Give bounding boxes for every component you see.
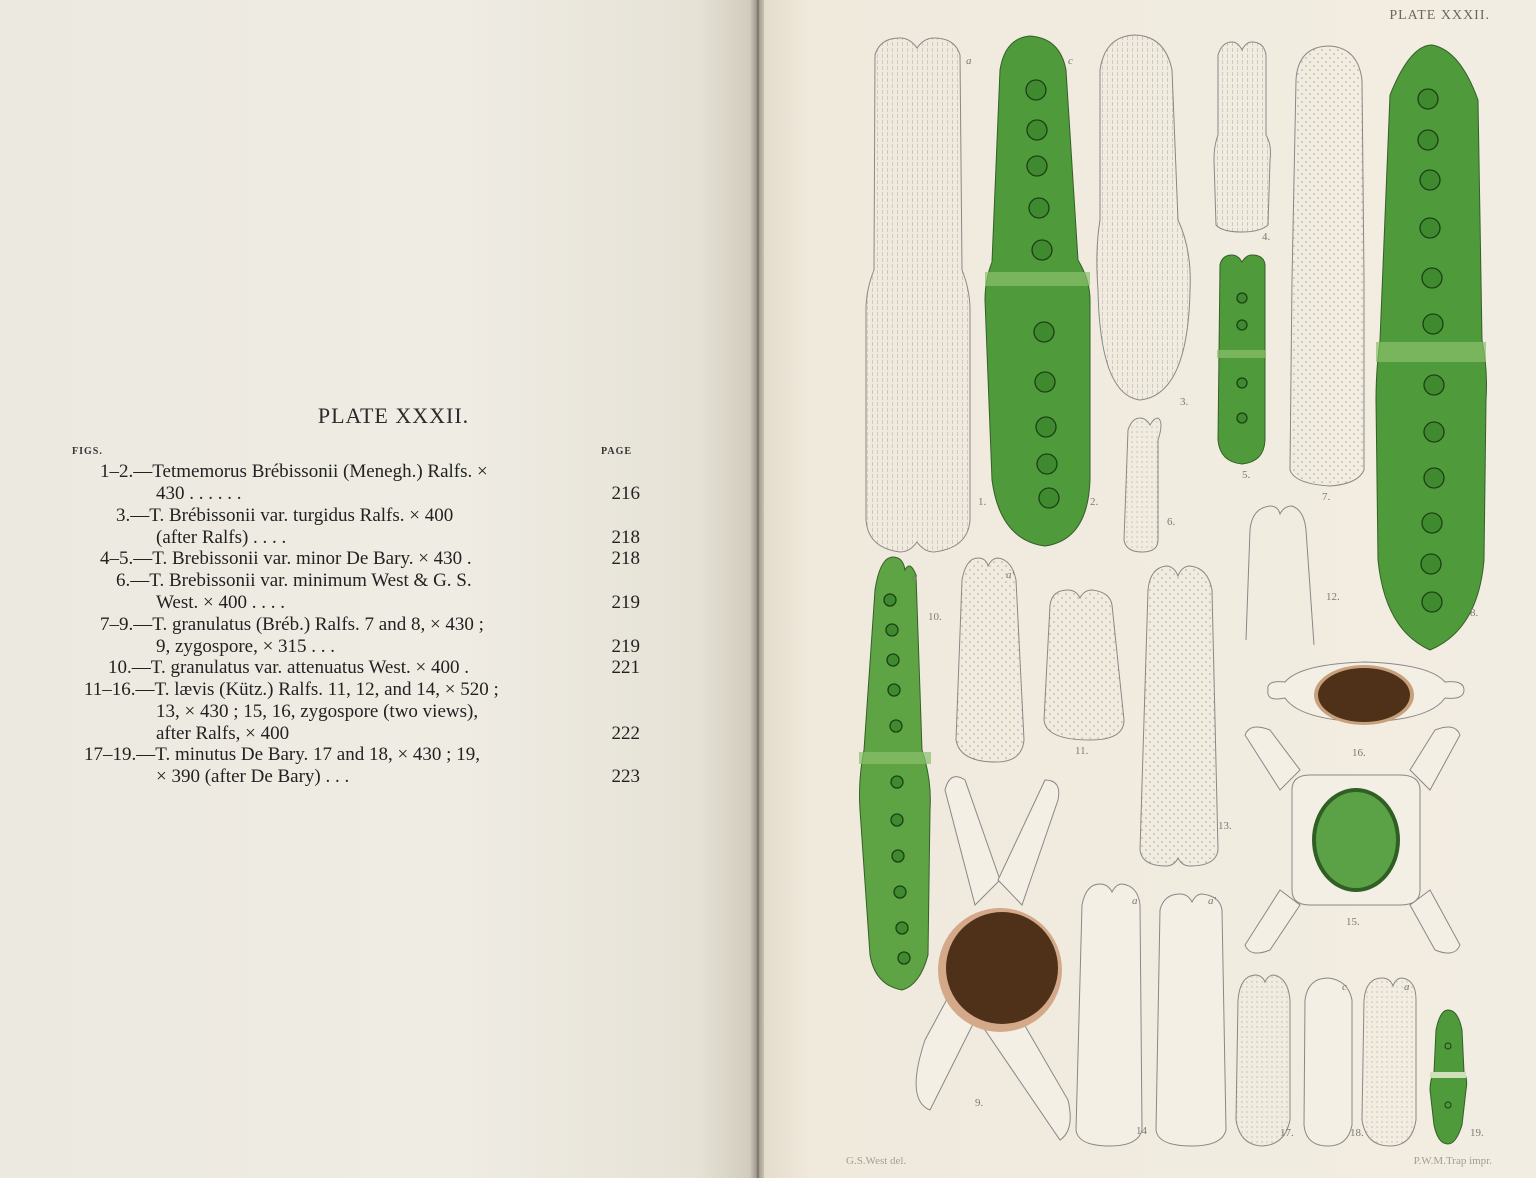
figure-number-label: 17.: [1280, 1127, 1294, 1139]
plate-title: PLATE XXXII.: [317, 403, 470, 428]
pyrenoid: [891, 776, 903, 788]
pyrenoid: [1026, 80, 1046, 100]
figure-number-label: 11.: [1075, 745, 1089, 757]
figure-19-band: [1430, 1072, 1466, 1078]
legend-page-number: 216: [611, 483, 640, 504]
pyrenoid: [1424, 375, 1444, 395]
pyrenoid: [1423, 314, 1443, 334]
legend-page-number: 219: [611, 592, 640, 613]
legend-page-number: 218: [611, 527, 640, 548]
figure-8-band: [1376, 342, 1486, 362]
legend-line: 430 . . . . . .: [156, 483, 242, 504]
artist-credit: G.S.West del.: [846, 1155, 907, 1167]
legend-page-number: 219: [611, 636, 640, 657]
legend-figs: 6.—: [116, 570, 150, 591]
figure-number-label: 1.: [978, 496, 987, 508]
figure-number-label: 4.: [1262, 231, 1271, 243]
legend-line: (after Ralfs) . . . .: [156, 527, 287, 548]
figure-14b-cell: [1156, 894, 1226, 1146]
legend-figs: 11–16.—: [84, 679, 155, 700]
legend-line: [84, 679, 499, 701]
pyrenoid: [1027, 156, 1047, 176]
figure-sub-label: c: [1342, 981, 1347, 993]
legend-species: T. granulatus (Bréb.) Ralfs. 7 and 8, × 430 ;: [152, 614, 484, 635]
pyrenoid: [1418, 89, 1438, 109]
legend-page-number: 221: [611, 657, 640, 678]
legend-entry: [60, 679, 640, 745]
pyrenoid: [898, 952, 910, 964]
pyrenoid: [1036, 417, 1056, 437]
figure-number-label: 8.: [1470, 607, 1479, 619]
legend-entry: [60, 461, 640, 505]
figure-number-label: 5.: [1242, 469, 1251, 481]
legend-line: [100, 548, 472, 570]
pyrenoid: [1422, 592, 1442, 612]
figure-sub-label: a': [1208, 895, 1216, 907]
figure-sub-label: a: [1404, 981, 1410, 993]
pyrenoid: [890, 720, 902, 732]
legend-page-number: 223: [611, 766, 640, 787]
figs-header: FIGS.: [72, 446, 103, 457]
legend-figs: 7–9.—: [100, 614, 153, 635]
figure-5-band: [1217, 350, 1266, 358]
legend-line: after Ralfs, × 400: [156, 723, 290, 744]
figure-4-cell: [1214, 42, 1271, 232]
pyrenoid: [1237, 293, 1247, 303]
legend-entry: [60, 548, 640, 570]
figure-6-cell: [1124, 418, 1161, 552]
legend-figs: 3.—: [116, 505, 150, 526]
pyrenoid: [1418, 130, 1438, 150]
figure-sub-label: a: [912, 571, 918, 583]
legend-line: [108, 657, 469, 679]
page-header: PAGE: [601, 446, 633, 457]
figure-number-label: 10.: [928, 611, 942, 623]
legend-entry: [60, 744, 640, 788]
figure-10-band: [859, 752, 931, 764]
figure-14a-cell: [1076, 884, 1142, 1146]
legend-page-number: 222: [611, 723, 640, 744]
pyrenoid: [1237, 413, 1247, 423]
figure-3-cell: [1097, 35, 1190, 400]
figure-number-label: 13.: [1218, 820, 1232, 832]
legend-entry: [60, 614, 640, 658]
pyrenoid: [887, 654, 899, 666]
pyrenoid: [1421, 554, 1441, 574]
figure-5-cell: [1218, 255, 1265, 464]
pyrenoid: [892, 850, 904, 862]
figure-number-label: 2.: [1090, 496, 1099, 508]
pyrenoid: [1237, 320, 1247, 330]
figure-2-cell: [985, 36, 1090, 546]
legend-figs: 4–5.—: [100, 548, 153, 569]
legend-entry: [60, 570, 640, 614]
legend-species: T. lævis (Kütz.) Ralfs. 11, 12, and 14, × 520 ;: [154, 679, 499, 700]
figure-number-label: 12.: [1326, 591, 1340, 603]
pyrenoid: [896, 922, 908, 934]
pyrenoid: [1420, 218, 1440, 238]
pyrenoid: [1027, 120, 1047, 140]
legend-entry: [60, 657, 640, 679]
figure-number-label: 15.: [1346, 916, 1360, 928]
figure-number-label: 19.: [1470, 1127, 1484, 1139]
legend-line: [116, 505, 453, 527]
figure-number-label: 16.: [1352, 747, 1366, 759]
figure-12-cell: [1246, 506, 1314, 645]
pyrenoid: [1420, 170, 1440, 190]
pyrenoid: [891, 814, 903, 826]
figure-number-label: 3.: [1180, 396, 1189, 408]
legend-species: T. minutus De Bary. 17 and 18, × 430 ; 19,: [155, 744, 480, 765]
figure-1-cell: [866, 38, 970, 552]
pyrenoid: [1237, 378, 1247, 388]
figure-7-cell: [1290, 46, 1364, 486]
legend-species: T. Brébissonii var. turgidus Ralfs. × 400: [149, 505, 454, 526]
legend-line: [100, 614, 484, 636]
legend-species: T. granulatus var. attenuatus West. × 400 .: [150, 657, 469, 678]
legend-line: West. × 400 . . . .: [156, 592, 285, 613]
figure-10-cell: [860, 557, 931, 990]
legend-line: 13, × 430 ; 15, 16, zygospore (two views),: [156, 701, 479, 722]
legend-figs: 17–19.—: [84, 744, 156, 765]
pyrenoid: [1034, 322, 1054, 342]
legend-species: T. Brebissonii var. minimum West & G. S.: [149, 570, 472, 591]
figure-18a-cell: [1362, 978, 1416, 1146]
figure-11-cell: [1044, 590, 1124, 740]
figure-13-cell: [1140, 566, 1218, 866]
pyrenoid: [1424, 468, 1444, 488]
pyrenoid: [1422, 268, 1442, 288]
pyrenoid: [1035, 372, 1055, 392]
legend-line: 9, zygospore, × 315 . . .: [156, 636, 336, 657]
figure-number-label: 7.: [1322, 491, 1331, 503]
figure-sub-label: c: [1068, 55, 1073, 67]
figure-18c-cell: [1304, 978, 1352, 1146]
pyrenoid: [886, 624, 898, 636]
printer-credit: P.W.M.Trap impr.: [1413, 1155, 1492, 1167]
legend-species: Tetmemorus Brébissonii (Menegh.) Ralfs. ×: [152, 461, 488, 482]
pyrenoid: [884, 594, 896, 606]
figure-10a-cell: [956, 558, 1024, 762]
legend-species: T. Brebissonii var. minor De Bary. × 430 .: [152, 548, 472, 569]
legend-line: [100, 461, 488, 483]
figure-number-label: 14: [1136, 1125, 1147, 1137]
figure-number-label: 9.: [975, 1097, 984, 1109]
legend-page-number: 218: [611, 548, 640, 569]
figure-9-zygospore: [916, 777, 1070, 1140]
figure-sub-label: a': [1006, 569, 1014, 581]
pyrenoid: [894, 886, 906, 898]
figure-number-label: 18.: [1350, 1127, 1364, 1139]
pyrenoid: [1424, 422, 1444, 442]
pyrenoid: [1037, 454, 1057, 474]
pyrenoid: [888, 684, 900, 696]
pyrenoid: [1029, 198, 1049, 218]
plate-illustration: [764, 0, 1536, 1178]
figure-sub-label: a: [1132, 895, 1138, 907]
figure-17-cell: [1236, 975, 1290, 1146]
figure-sub-label: a: [966, 55, 972, 67]
legend-entry: [60, 505, 640, 549]
right-plate-title: PLATE XXXII.: [1389, 8, 1490, 23]
legend-line: × 390 (after De Bary) . . .: [156, 766, 350, 787]
pyrenoid: [1422, 513, 1442, 533]
legend-line: [84, 744, 480, 766]
pyrenoid: [1039, 488, 1059, 508]
figure-16-zygospore: [1268, 662, 1464, 725]
legend-figs: 1–2.—: [100, 461, 153, 482]
legend-line: [116, 570, 472, 592]
figure-number-label: 6.: [1167, 516, 1176, 528]
pyrenoid: [1032, 240, 1052, 260]
legend-figs: 10.—: [108, 657, 151, 678]
